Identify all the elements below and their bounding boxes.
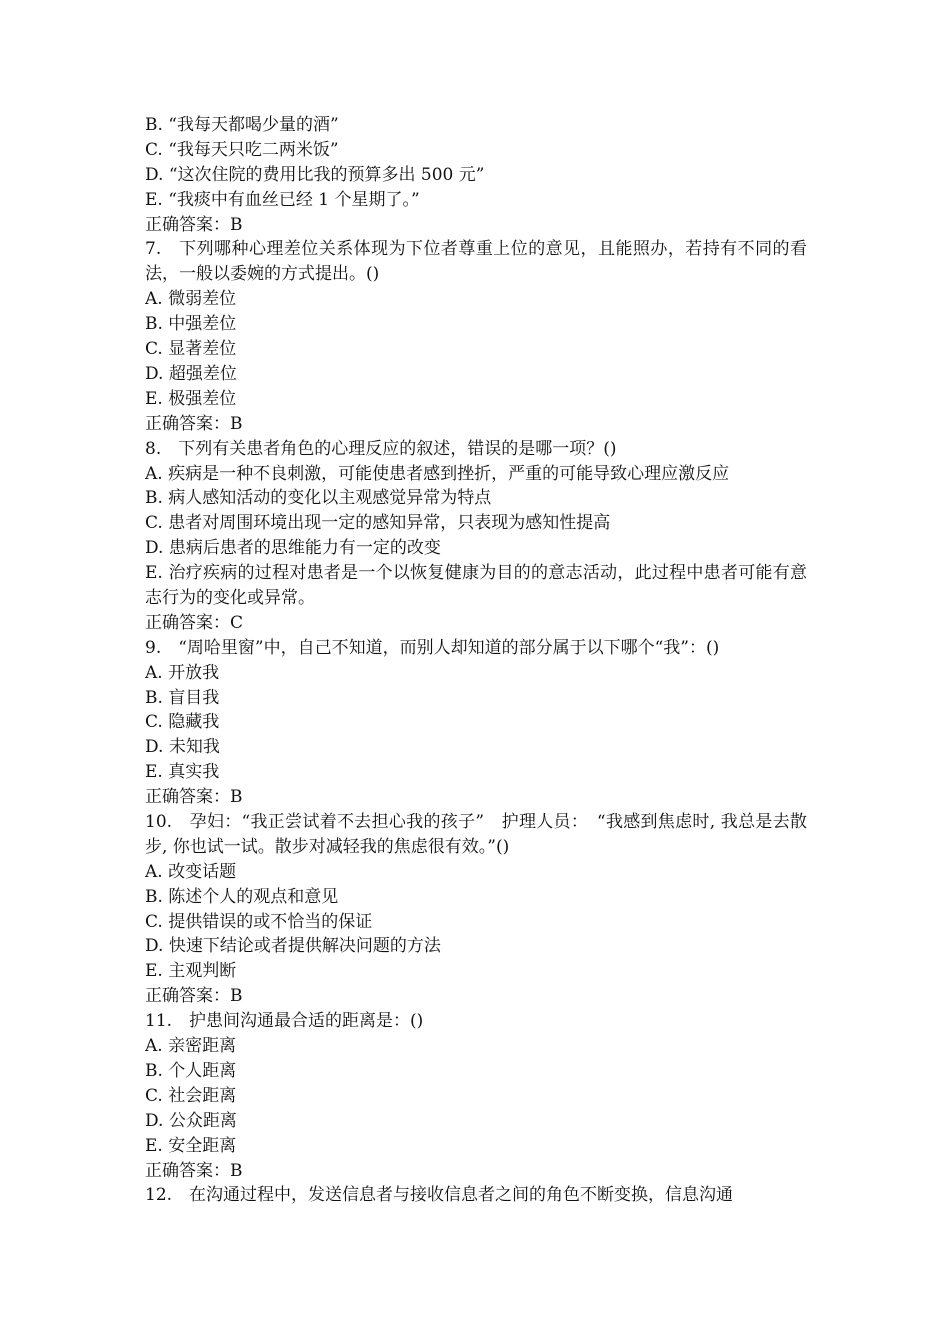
question-7: [145, 237, 807, 436]
option-a: A. 亲密距离: [145, 1036, 237, 1057]
option-a: A. 疾病是一种不良刺激，可能使患者感到挫折，严重的可能导致心理应激反应: [145, 463, 730, 484]
correct-answer: 正确答案：B: [145, 214, 243, 235]
option-d: D. 患病后患者的思维能力有一定的改变: [145, 538, 441, 559]
option-d: D. 快速下结论或者提供解决问题的方法: [145, 936, 441, 957]
correct-answer: 正确答案：C: [145, 612, 244, 633]
option-c: C. 社会距离: [145, 1085, 237, 1106]
option-d: D. 公众距离: [145, 1110, 237, 1131]
question-6: [145, 113, 807, 237]
question-9: [145, 636, 807, 810]
option-c: C. “我每天只吃二两米饭”: [145, 139, 339, 160]
option-e: E. “我痰中有血丝已经 1 个星期了。”: [145, 189, 420, 210]
question-10: [145, 810, 807, 1009]
correct-answer: 正确答案：B: [145, 787, 243, 808]
option-b: B. 盲目我: [145, 687, 220, 708]
option-d: D. 未知我: [145, 737, 220, 758]
option-b: B. “我每天都喝少量的酒”: [145, 115, 339, 135]
correct-answer: 正确答案：B: [145, 1160, 243, 1181]
question-stem: 12. 在沟通过程中，发送信息者与接收信息者之间的角色不断变换，信息沟通: [145, 1185, 734, 1206]
option-b: B. 病人感知活动的变化以主观感觉异常为特点: [145, 488, 492, 509]
option-e: E. 主观判断: [145, 961, 237, 982]
option-a: A. 开放我: [145, 662, 220, 683]
option-b: B. 中强差位: [145, 314, 237, 335]
option-b: B. 陈述个人的观点和意见: [145, 886, 339, 907]
question-8: [145, 437, 807, 636]
option-e: E. 治疗疾病的过程对患者是一个以恢复健康为目的的意志活动，此过程中患者可能有意志行为的变化或异常。: [145, 563, 807, 608]
option-e: E. 安全距离: [145, 1135, 237, 1156]
question-stem: 7. 下列哪种心理差位关系体现为下位者尊重上位的意见，且能照办，若持有不同的看法，一般以委婉的方式提出。(): [145, 239, 807, 285]
option-c: C. 患者对周围环境出现一定的感知异常，只表现为感知性提高: [145, 513, 611, 534]
correct-answer: 正确答案：B: [145, 413, 243, 434]
question-stem: 10. 孕妇：“我正尝试着不去担心我的孩子” 护理人员： “我感到焦虑时, 我总是去散步, 你也试一试。散步对减轻我的焦虑很有效。”(): [145, 812, 807, 857]
question-stem: 9. “周哈里窗”中，自己不知道，而别人却知道的部分属于以下哪个“我”：(): [145, 637, 720, 658]
option-d: D. “这次住院的费用比我的预算多出 500 元”: [145, 164, 485, 185]
question-12: [145, 1183, 807, 1208]
option-c: C. 显著差位: [145, 339, 237, 360]
question-stem: 8. 下列有关患者角色的心理反应的叙述，错误的是哪一项？(): [145, 438, 617, 459]
option-e: E. 真实我: [145, 762, 220, 783]
option-d: D. 超强差位: [145, 363, 237, 384]
question-11: [145, 1009, 807, 1183]
option-c: C. 提供错误的或不恰当的保证: [145, 911, 373, 932]
option-b: B. 个人距离: [145, 1060, 237, 1081]
option-e: E. 极强差位: [145, 388, 237, 409]
exam-page: [145, 113, 807, 1208]
correct-answer: 正确答案：B: [145, 986, 243, 1007]
option-c: C. 隐藏我: [145, 712, 220, 733]
option-a: A. 改变话题: [145, 861, 237, 882]
option-a: A. 微弱差位: [145, 289, 237, 310]
question-stem: 11. 护患间沟通最合适的距离是：(): [145, 1011, 424, 1032]
